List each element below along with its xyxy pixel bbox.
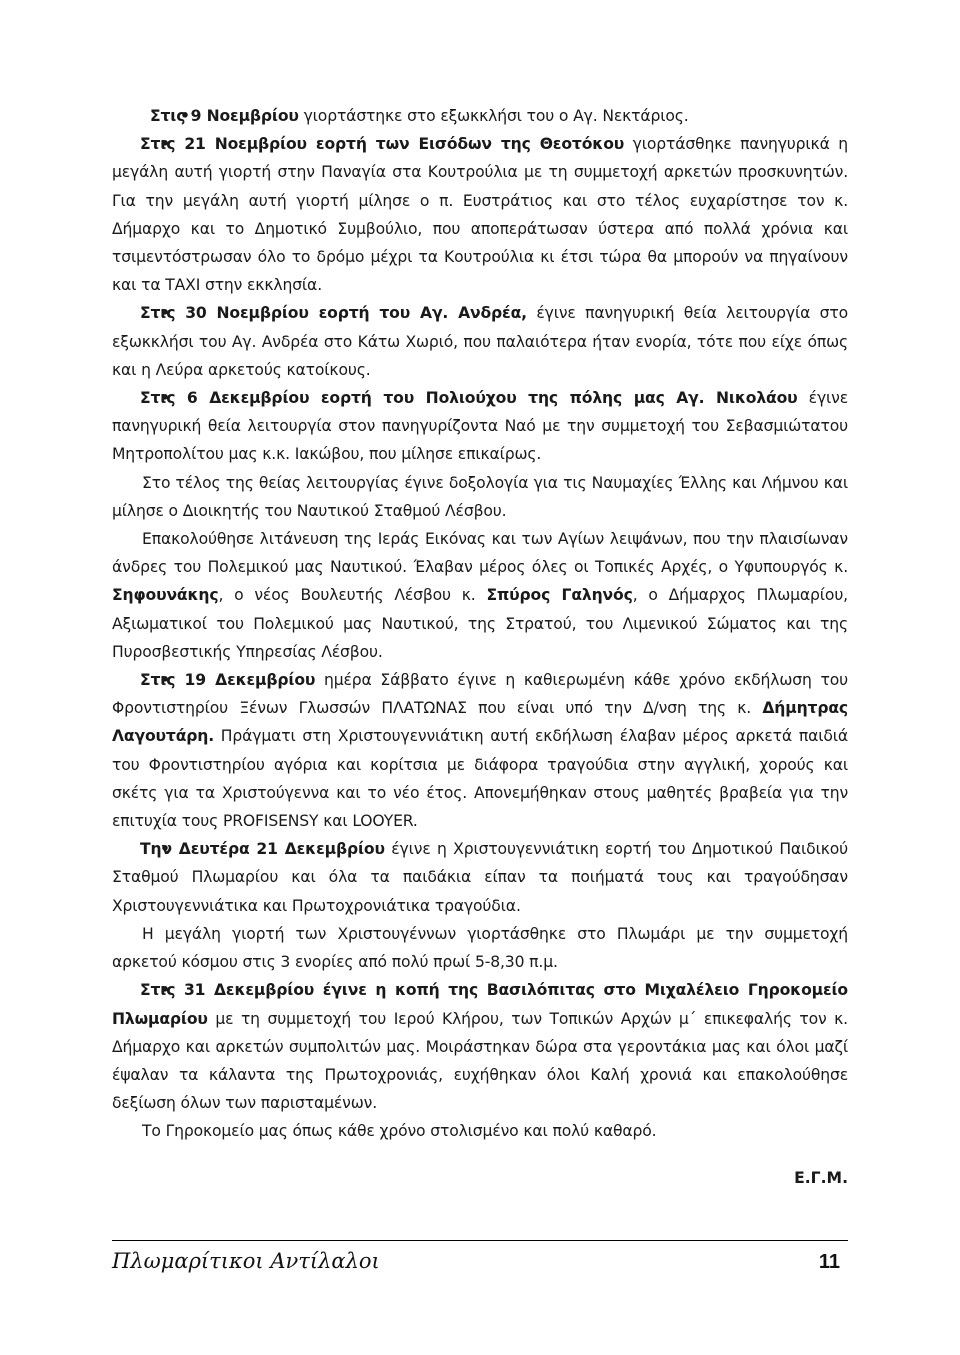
bold-text: Στις 9 Νοεμβρίου bbox=[150, 107, 299, 125]
bold-text: Σηφουνάκης bbox=[112, 586, 219, 605]
text-run: έγινε πανηγυρική θεία λειτουργία στο εξωκκλήσι του Αγ. Ανδρέα στο Κάτω Χωριό, που παλαιότερα ήταν ενορία, τότε που είχε όπως και η Λεύρα αρκετούς κατοίκους. bbox=[112, 304, 848, 379]
text-run: γιορτάσθηκε πανηγυρικά η μεγάλη αυτή γιορτή στην Παναγία στα Κουτρούλια με τη συμμετοχή αρκετών προσκυνητών. Για την μεγάλη αυτή γιορτή μίλησε ο π. Ευστράτιος και στο τέλος ευχαρίστησε τον κ. Δήμαρχο και το Δημοτικό Συμβούλιο, που αποπεράτωσαν ύστερα από πολλά χρόνια και τσιμεντόστρωσαν όλο το δρόμο μέχρι τα Κουτρούλια κι έτσι τώρα θα μπορούν να πηγαίνουν και τα ΤΑΧΙ στην εκκλησία. bbox=[112, 135, 848, 295]
bullet-paragraph bbox=[112, 666, 848, 835]
bullet-paragraph bbox=[112, 384, 848, 469]
bold-text: Στις 6 Δεκεμβρίου εορτή του Πολιούχου της πόλης μας Αγ. Νικολάου bbox=[140, 389, 798, 408]
text-run: Η μεγάλη γιορτή των Χριστουγέννων γιορτάσθηκε στο Πλωμάρι με την συμμετοχή αρκετού κόσμου στις 3 ενορίες από πολύ πρωί 5-8,30 π.μ. bbox=[112, 924, 848, 972]
text-run: , ο νέος Βουλευτής Λέσβου κ. bbox=[218, 586, 487, 605]
paragraph bbox=[112, 920, 848, 976]
paragraph bbox=[112, 525, 848, 666]
text-run: έγινε η Χριστουγεννιάτικη εορτή του Δημοτικού Παιδικού Σταθμού Πλωμαρίου και όλα τα παιδάκια είπαν τα ποιήματά τους και τραγούδησαν Χριστουγεννιάτικα και Πρωτοχρονιάτικα τραγούδια. bbox=[112, 840, 848, 915]
article-body bbox=[112, 102, 848, 1146]
footer-divider bbox=[112, 1240, 848, 1241]
bullet-paragraph bbox=[112, 835, 848, 920]
paragraph bbox=[112, 1117, 848, 1145]
text-run: έγινε πανηγυρική θεία λειτουργία στον πανηγυρίζοντα Ναό με την συμμετοχή του Σεβασμιώτατου Μητροπολίτου μας κ.κ. Ιακώβου, που μίλησε επικαίρως. bbox=[112, 389, 848, 464]
bold-text: Στις 21 Νοεμβρίου εορτή των Εισόδων της Θεοτόκου bbox=[140, 135, 625, 154]
bold-text: Στις 31 Δεκεμβρίου έγινε η κοπή της Βασιλόπιτας στο Μιχαλέλειο Γηροκομείο Πλωμαρίου bbox=[112, 981, 848, 1028]
text-run: Στο τέλος της θείας λειτουργίας έγινε δοξολογία για τις Ναυμαχίες Έλλης και Λήμνου και μίλησε ο Διοικητής του Ναυτικού Σταθμού Λέσβου. bbox=[112, 473, 848, 520]
bold-text: Στις 30 Νοεμβρίου εορτή του Αγ. Ανδρέα, bbox=[140, 304, 527, 323]
text-run: , ο Δήμαρχος Πλωμαρίου, Αξιωματικοί του Πολεμικού μας Ναυτικού, της Στρατού, του Λιμενικού Σώματος και της Πυροσβεστικής Υπηρεσίας Λέσβου. bbox=[112, 586, 848, 661]
text-run: με τη συμμετοχή του Ιερού Κλήρου, των Τοπικών Αρχών μ΄ επικεφαλής τον κ. Δήμαρχο και αρκετών συμπολιτών μας. Μοιράστηκαν δώρα στα γεροντάκια μας και όλοι μαζί έψαλαν τα κάλαντα της Πρωτοχρονιάς, ευχήθηκαν όλοι Καλή χρονιά και επακολούθησε δεξίωση όλων των παρισταμένων. bbox=[112, 1009, 848, 1113]
page-number: 11 bbox=[818, 1251, 840, 1273]
text-run: γιορτάστηκε στο εξωκκλήσι του ο Αγ. Νεκτάριος. bbox=[298, 107, 689, 125]
bold-text: Την Δευτέρα 21 Δεκεμβρίου bbox=[140, 840, 385, 859]
bold-text: Σπύρος Γαληνός bbox=[486, 586, 633, 605]
text-run: Το Γηροκομείο μας όπως κάθε χρόνο στολισμένο και πολύ καθαρό. bbox=[142, 1122, 657, 1141]
bullet-paragraph bbox=[112, 299, 848, 384]
author-signature: Ε.Γ.Μ. bbox=[794, 1169, 848, 1187]
publication-title: Πλωμαρίτικοι Αντίλαλοι bbox=[112, 1249, 380, 1273]
bullet-paragraph bbox=[112, 976, 848, 1117]
bold-text: Στις 19 Δεκεμβρίου bbox=[140, 671, 316, 690]
paragraph bbox=[112, 469, 848, 525]
text-run: Επακολούθησε λιτάνευση της Ιεράς Εικόνας και των Αγίων λειψάνων, που την πλαισίωναν άνδρες του Πολεμικού μας Ναυτικού. Έλαβαν μέρος όλες οι Τοπικές Αρχές, ο Υφυπουργός κ. bbox=[112, 530, 848, 577]
bullet-paragraph bbox=[112, 102, 848, 130]
bullet-paragraph bbox=[112, 130, 848, 299]
text-run: ημέρα Σάββατο έγινε η καθιερωμένη κάθε χρόνο εκδήλωση του Φροντιστηρίου Ξένων Γλωσσών ΠΛΑΤΩΝΑΣ που είναι υπό την Δ/νση της κ. bbox=[112, 671, 848, 718]
text-run: Πράγματι στη Χριστουγεννιάτικη αυτή εκδήλωση έλαβαν μέρος αρκετά παιδιά του Φροντιστηρίου αγόρια και κορίτσια με διάφορα τραγούδια στην αγγλική, χορούς και σκέτς για τα Χριστούγεννα και το νέο έτος. Απονεμήθηκαν στους μαθητές βραβεία για την επιτυχία τους PROFISENSY και LOOYER. bbox=[112, 727, 848, 831]
bold-text: Δήμητρας Λαγουτάρη. bbox=[112, 699, 848, 746]
